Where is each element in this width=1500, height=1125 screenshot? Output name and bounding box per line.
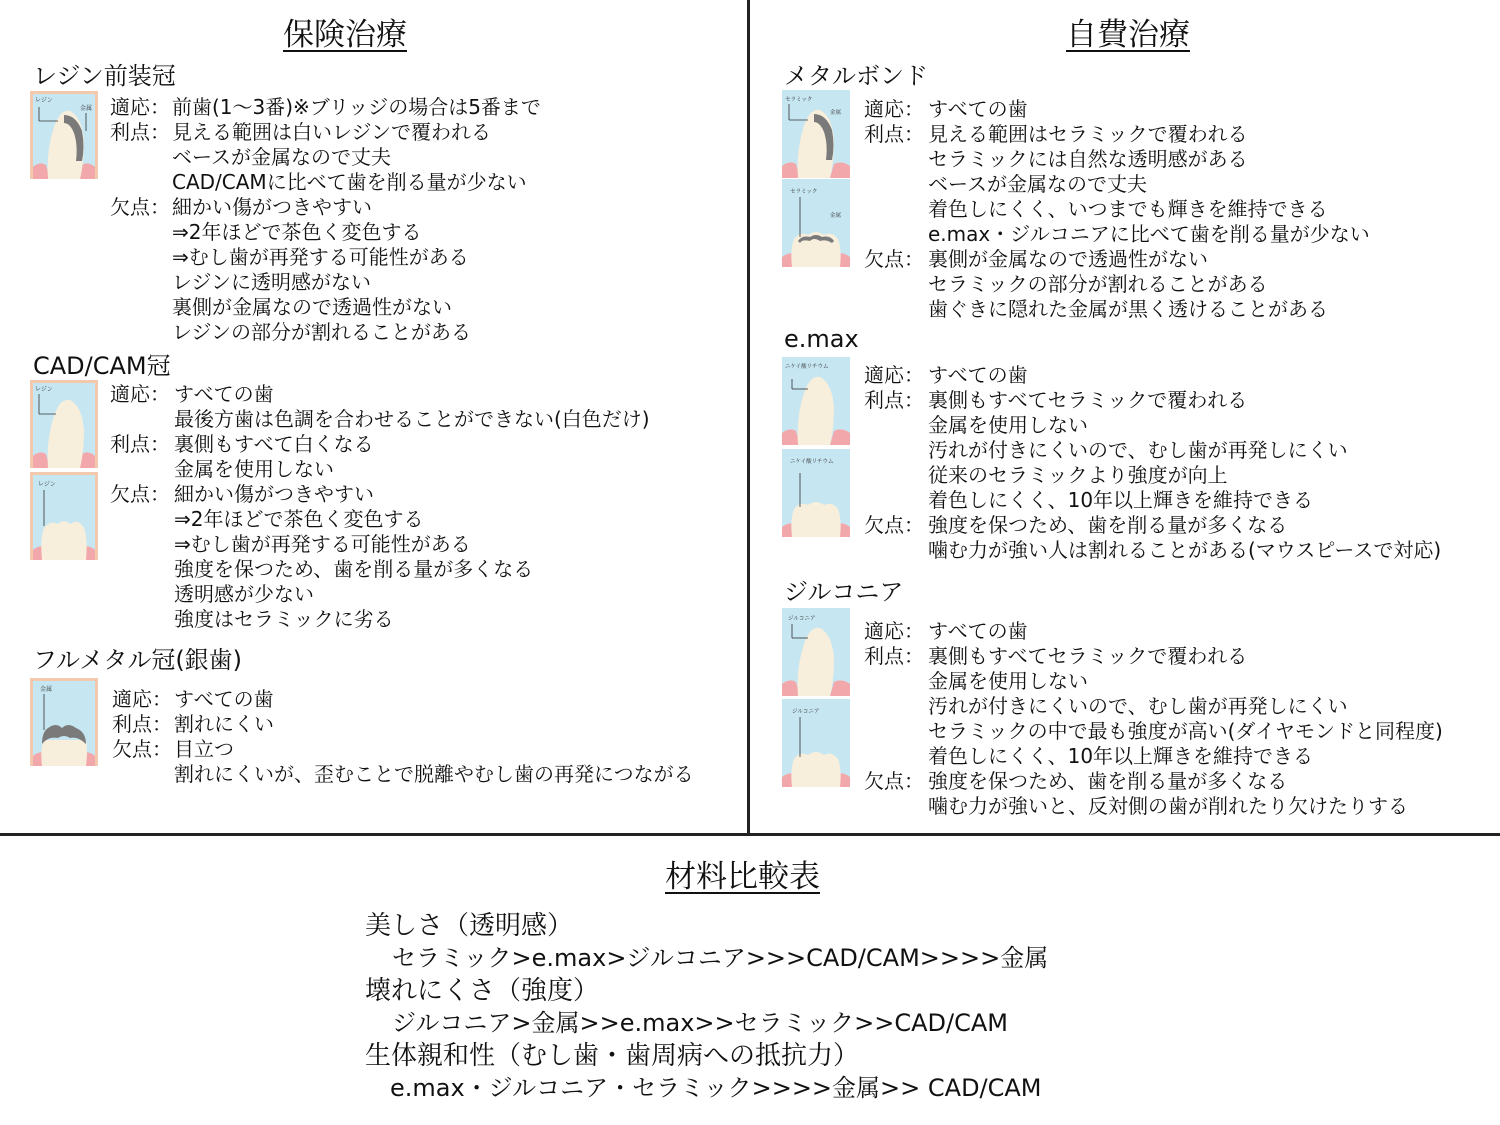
emax-row-6: 着色しにくく、10年以上輝きを維持できる [928,488,1314,512]
full-metal-row-1: 適応： すべての歯 [112,687,274,711]
cadcam-crown-heading: CAD/CAM冠 [33,352,171,380]
strength-ranking: ジルコニア>金属>>e.max>>セラミック>>CAD/CAM [392,1009,1008,1037]
ceramic-label: セラミック [785,97,813,103]
cadcam-row-7: ⇒むし歯が再発する可能性がある [174,532,471,556]
biocompat-heading: 生体親和性（むし歯・歯周病への抵抗力） [365,1041,860,1071]
metal-bond-row-9: 歯ぐきに隠れた金属が黒く透けることがある [928,297,1328,321]
zirconia-row-1: 適応： すべての歯 [864,619,1028,643]
metal-label: 金属 [830,110,842,116]
resin-label: レジン [38,481,56,488]
cadcam-row-10: 強度はセラミックに劣る [174,607,394,631]
cadcam-row-8: 強度を保つため、歯を削る量が多くなる [174,557,534,581]
emax-row-2: 利点： 裏側もすべてセラミックで覆われる [864,388,1248,412]
resin-label: レジン [35,97,53,104]
resin-facing-row-10: レジンの部分が割れることがある [172,320,471,344]
zirconia-row-5: セラミックの中で最も強度が高い(ダイヤモンドと同程度) [928,719,1443,743]
cadcam-row-1: 適応： すべての歯 [110,382,274,406]
resin-facing-row-4: CAD/CAMに比べて歯を削る量が少ない [172,170,527,194]
zirconia-row-7: 欠点： 強度を保つため、歯を削る量が多くなる [864,769,1288,793]
horizontal-divider [0,833,1500,836]
resin-facing-crown-image [30,91,98,179]
metal-bond-molar-image [782,179,850,267]
biocompat-ranking: e.max・ジルコニア・セラミック>>>>金属>> CAD/CAM [390,1074,1042,1102]
cadcam-row-3: 利点： 裏側もすべて白くなる [110,432,374,456]
cadcam-molar-image [30,472,98,560]
resin-facing-row-6: ⇒2年ほどで茶色く変色する [172,220,422,244]
zirconia-row-6: 着色しにくく、10年以上輝きを維持できる [928,744,1314,768]
zirconia-row-2: 利点： 裏側もすべてセラミックで覆われる [864,644,1248,668]
resin-facing-crown-heading: レジン前装冠 [33,62,176,90]
beauty-heading: 美しさ（透明感） [365,911,574,941]
emax-front-image [782,357,850,445]
metal-bond-row-5: 着色しにくく、いつまでも輝きを維持できる [928,197,1328,221]
full-metal-row-3: 欠点： 目立つ [112,737,234,761]
metal-bond-row-3: セラミックには自然な透明感がある [928,147,1248,171]
metal-bond-row-6: e.max・ジルコニアに比べて歯を削る量が少ない [928,222,1370,246]
cadcam-row-9: 透明感が少ない [174,582,314,606]
resin-label: レジン [35,386,53,393]
full-metal-row-4: 割れにくいが、歪むことで脱離やむし歯の再発につながる [174,762,694,786]
metal-label: 金属 [80,105,93,112]
zirconia-label: ジルコニア [792,709,820,715]
metal-label: 金属 [40,686,53,693]
zirconia-row-3: 金属を使用しない [928,669,1088,693]
metal-bond-row-7: 欠点： 裏側が金属なので透過性がない [864,247,1208,271]
emax-row-4: 汚れが付きにくいので、むし歯が再発しにくい [928,438,1348,462]
resin-facing-row-7: ⇒むし歯が再発する可能性がある [172,245,469,269]
full-metal-crown-heading: フルメタル冠(銀歯) [33,646,243,674]
metal-label: 金属 [830,213,842,219]
resin-facing-row-5: 欠点： 細かい傷がつきやすい [110,195,372,219]
metal-bond-row-4: ベースが金属なので丈夫 [928,172,1147,196]
zirconia-label: ジルコニア [788,616,816,622]
resin-facing-row-8: レジンに透明感がない [172,270,371,294]
emax-row-1: 適応： すべての歯 [864,363,1028,387]
zirconia-molar-image [782,699,850,787]
lithium-disilicate-label: ニケイ酸リチウム [790,459,834,465]
cadcam-front-tooth-image [30,380,98,468]
self-pay-title: 自費治療 [1066,17,1190,53]
metal-bond-row-8: セラミックの部分が割れることがある [928,272,1268,296]
emax-row-7: 欠点： 強度を保つため、歯を削る量が多くなる [864,513,1288,537]
cadcam-row-4: 金属を使用しない [174,457,334,481]
emax-row-5: 従来のセラミックより強度が向上 [928,463,1228,487]
emax-row-8: 噛む力が強い人は割れることがある(マウスピースで対応) [928,538,1442,562]
vertical-divider [747,0,750,836]
zirconia-row-8: 噛む力が強いと、反対側の歯が削れたり欠けたりする [928,794,1408,818]
resin-facing-row-3: ベースが金属なので丈夫 [172,145,391,169]
emax-molar-image [782,449,850,537]
zirconia-row-4: 汚れが付きにくいので、むし歯が再発しにくい [928,694,1348,718]
resin-facing-row-1: 適応： 前歯(1〜3番)※ブリッジの場合は5番まで [110,95,541,119]
cadcam-row-2: 最後方歯は色調を合わせることができない(白色だけ) [174,407,650,431]
resin-facing-row-2: 利点： 見える範囲は白いレジンで覆われる [110,120,491,144]
metal-bond-row-1: 適応： すべての歯 [864,97,1028,121]
comparison-title: 材料比較表 [665,859,820,895]
resin-facing-row-9: 裏側が金属なので透過性がない [172,295,452,319]
metal-bond-front-image [782,90,850,178]
emax-row-3: 金属を使用しない [928,413,1088,437]
cadcam-row-6: ⇒2年ほどで茶色く変色する [174,507,424,531]
ceramic-label: セラミック [790,189,818,195]
zirconia-heading: ジルコニア [784,578,904,606]
full-metal-crown-image [30,678,98,766]
full-metal-row-2: 利点： 割れにくい [112,712,274,736]
strength-heading: 壊れにくさ（強度） [365,976,600,1006]
zirconia-front-image [782,608,850,696]
emax-heading: e.max [784,325,859,353]
metal-bond-heading: メタルボンド [784,62,928,90]
beauty-ranking: セラミック>e.max>ジルコニア>>>CAD/CAM>>>>金属 [392,944,1049,972]
metal-bond-row-2: 利点： 見える範囲はセラミックで覆われる [864,122,1248,146]
cadcam-row-5: 欠点： 細かい傷がつきやすい [110,482,374,506]
insurance-title: 保険治療 [283,17,407,53]
lithium-disilicate-label: ニケイ酸リチウム [785,364,829,370]
